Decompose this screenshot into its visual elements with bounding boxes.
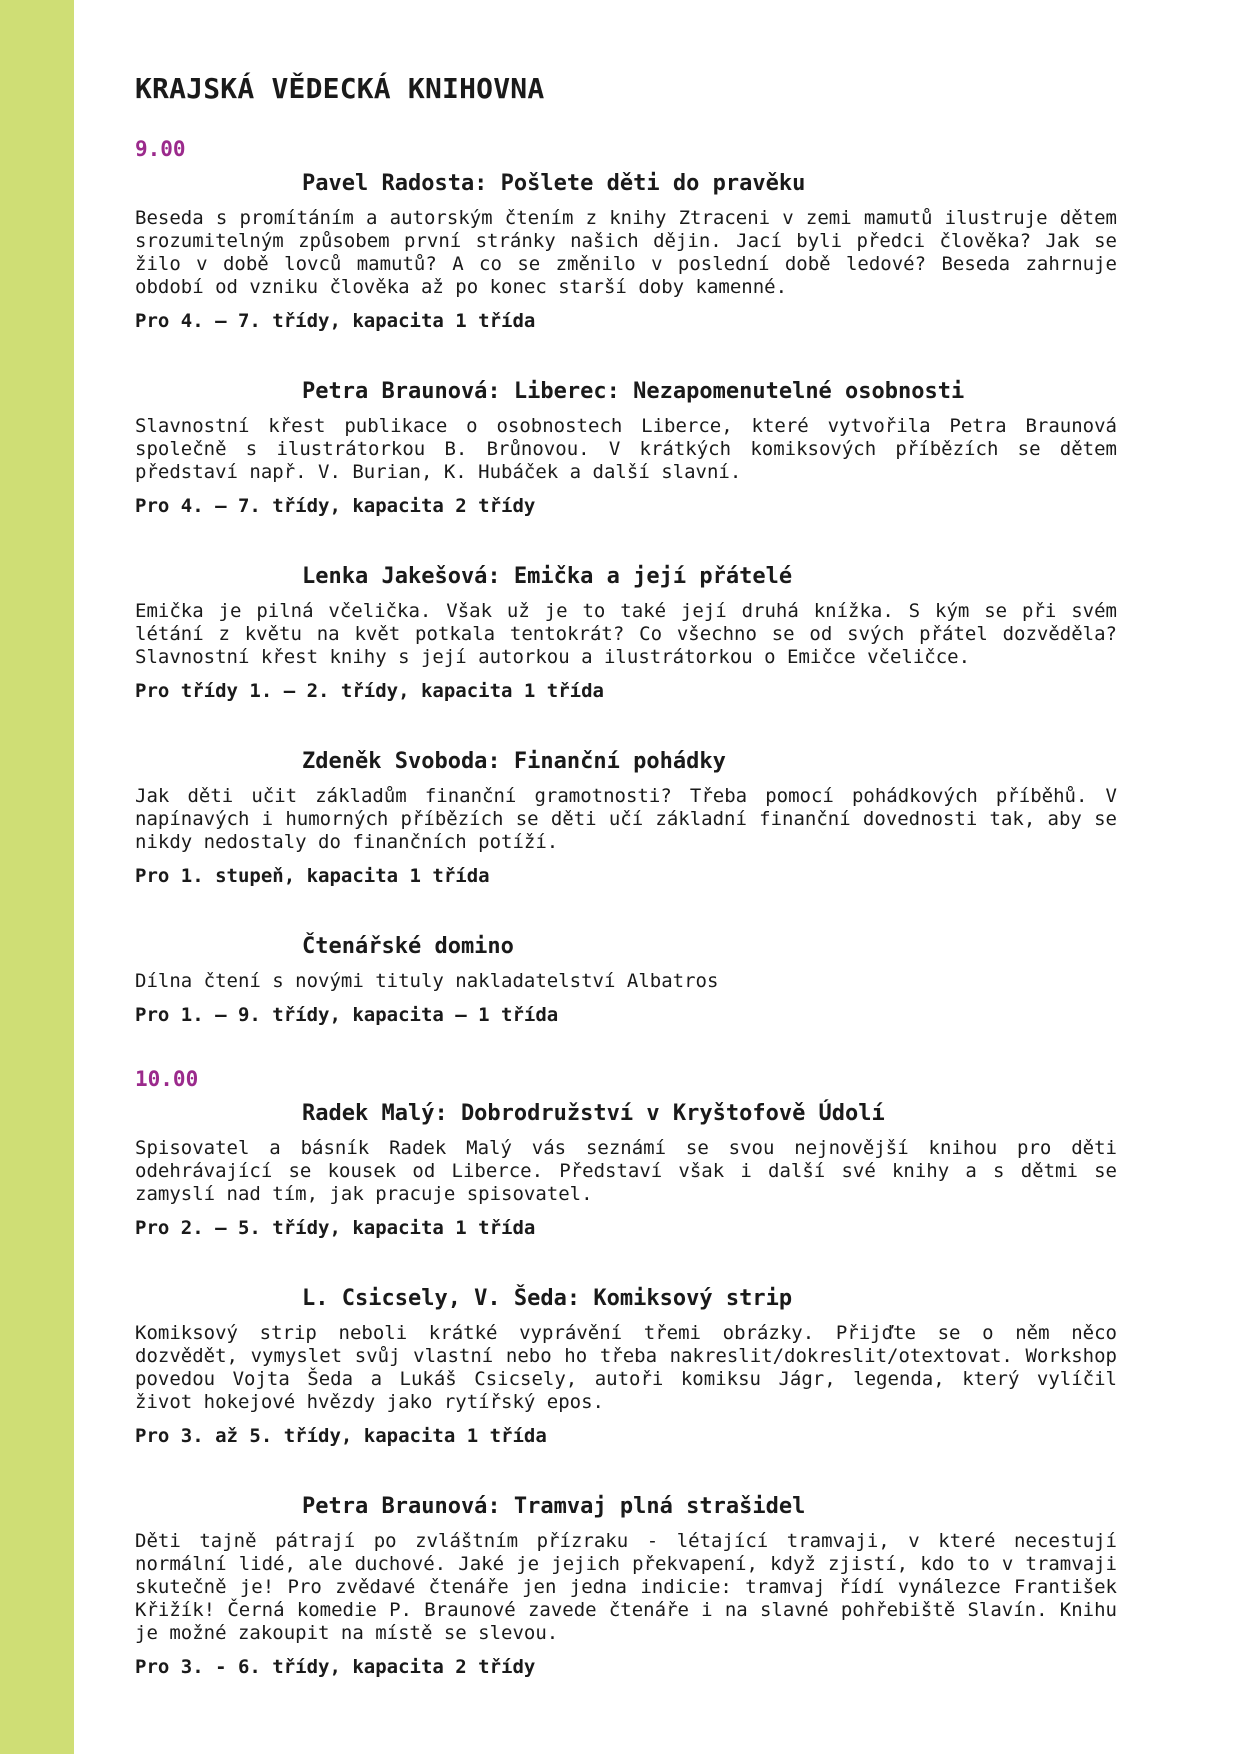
event-audience: Pro 3. - 6. třídy, kapacita 2 třídy bbox=[135, 1656, 536, 1678]
event-item bbox=[135, 1099, 1117, 1242]
event-audience: Pro 3. až 5. třídy, kapacita 1 třída bbox=[135, 1425, 547, 1447]
time-label: 9.00 bbox=[135, 137, 186, 161]
event-description: Jak děti učit základům finanční gramotnosti? Třeba pomocí pohádkových příběhů. V napínavých i humorných příbězích se děti učí základní finanční dovednosti tak, aby se nikdy nedostaly do finančních potíží. bbox=[135, 785, 1117, 853]
session-9 bbox=[135, 135, 1117, 1029]
event-item bbox=[135, 562, 1117, 705]
event-item bbox=[135, 1492, 1117, 1681]
event-item bbox=[135, 169, 1117, 335]
event-audience: Pro 4. – 7. třídy, kapacita 2 třídy bbox=[135, 495, 536, 517]
page-content bbox=[135, 72, 1117, 1681]
event-item bbox=[135, 932, 1117, 1029]
event-title: Pavel Radosta: Pošlete děti do pravěku bbox=[302, 171, 806, 196]
event-title: Zdeněk Svoboda: Finanční pohádky bbox=[302, 749, 726, 774]
event-description: Děti tajně pátrají po zvláštním přízraku - létající tramvaji, v které necestují normální lidé, ale duchové. Jaké je jejich překvapení, když zjistí, kdo to v tramvaji skutečně je! Pro zvědavé čtenáře jen jedna indicie: tramvaj řídí vynálezce František Křižík! Černá komedie P. Braunové zavede čtenáře i na slavné pohřebiště Slavín. Knihu je možné zakoupit na místě se slevou. bbox=[135, 1530, 1117, 1644]
event-description: Komiksový strip neboli krátké vyprávění třemi obrázky. Přijďte se o něm něco dozvědět, vymyslet svůj vlastní nebo ho třeba nakreslit/dokreslit/otextovat. Workshop povedou Vojta Šeda a Lukáš Csicsely, autoři komiksu Jágr, legenda, který vylíčil život hokejové hvězdy jako rytířský epos. bbox=[135, 1322, 1117, 1413]
event-description: Dílna čtení s novými tituly nakladatelství Albatros bbox=[135, 970, 719, 992]
event-title: Lenka Jakešová: Emička a její přátelé bbox=[302, 564, 793, 589]
event-title: Čtenářské domino bbox=[302, 934, 514, 959]
decorative-sidebar bbox=[0, 0, 74, 1754]
event-description: Spisovatel a básník Radek Malý vás seznámí se svou nejnovější knihou pro děti odehrávající se kousek od Liberce. Představí však i další své knihy a s dětmi se zamyslí nad tím, jak pracuje spisovatel. bbox=[135, 1137, 1117, 1205]
event-item bbox=[135, 747, 1117, 890]
event-description: Emička je pilná včelička. Však už je to také její druhá knížka. S kým se při svém létání z květu na květ potkala tentokrát? Co všechno se od svých přátel dozvěděla? Slavnostní křest knihy s její autorkou a ilustrátorkou o Emičce včeličce. bbox=[135, 600, 1117, 668]
event-audience: Pro 1. – 9. třídy, kapacita – 1 třída bbox=[135, 1004, 559, 1026]
event-item bbox=[135, 1284, 1117, 1450]
time-label: 10.00 bbox=[135, 1067, 199, 1091]
event-description: Slavnostní křest publikace o osobnostech Liberce, které vytvořila Petra Braunová společně s ilustrátorkou B. Brůnovou. V krátkých komiksových příbězích se dětem představí např. V. Burian, K. Hubáček a další slavní. bbox=[135, 415, 1117, 483]
event-title: L. Csicsely, V. Šeda: Komiksový strip bbox=[302, 1286, 793, 1311]
event-title: Petra Braunová: Liberec: Nezapomenutelné osobnosti bbox=[302, 379, 965, 404]
event-audience: Pro třídy 1. – 2. třídy, kapacita 1 třída bbox=[135, 680, 604, 702]
page-title: KRAJSKÁ VĚDECKÁ KNIHOVNA bbox=[135, 72, 545, 105]
session-10 bbox=[135, 1065, 1117, 1681]
event-title: Radek Malý: Dobrodružství v Kryštofově Údolí bbox=[302, 1101, 885, 1126]
event-audience: Pro 1. stupeň, kapacita 1 třída bbox=[135, 865, 490, 887]
event-audience: Pro 2. – 5. třídy, kapacita 1 třída bbox=[135, 1217, 536, 1239]
event-description: Beseda s promítáním a autorským čtením z knihy Ztraceni v zemi mamutů ilustruje dětem srozumitelným způsobem první stránky našich dějin. Jací byli předci člověka? Jak se žilo v době lovců mamutů? A co se změnilo v poslední době ledové? Beseda zahrnuje období od vzniku člověka až po konec starší doby kamenné. bbox=[135, 207, 1117, 298]
event-item bbox=[135, 377, 1117, 520]
event-audience: Pro 4. – 7. třídy, kapacita 1 třída bbox=[135, 310, 536, 332]
event-title: Petra Braunová: Tramvaj plná strašidel bbox=[302, 1494, 806, 1519]
